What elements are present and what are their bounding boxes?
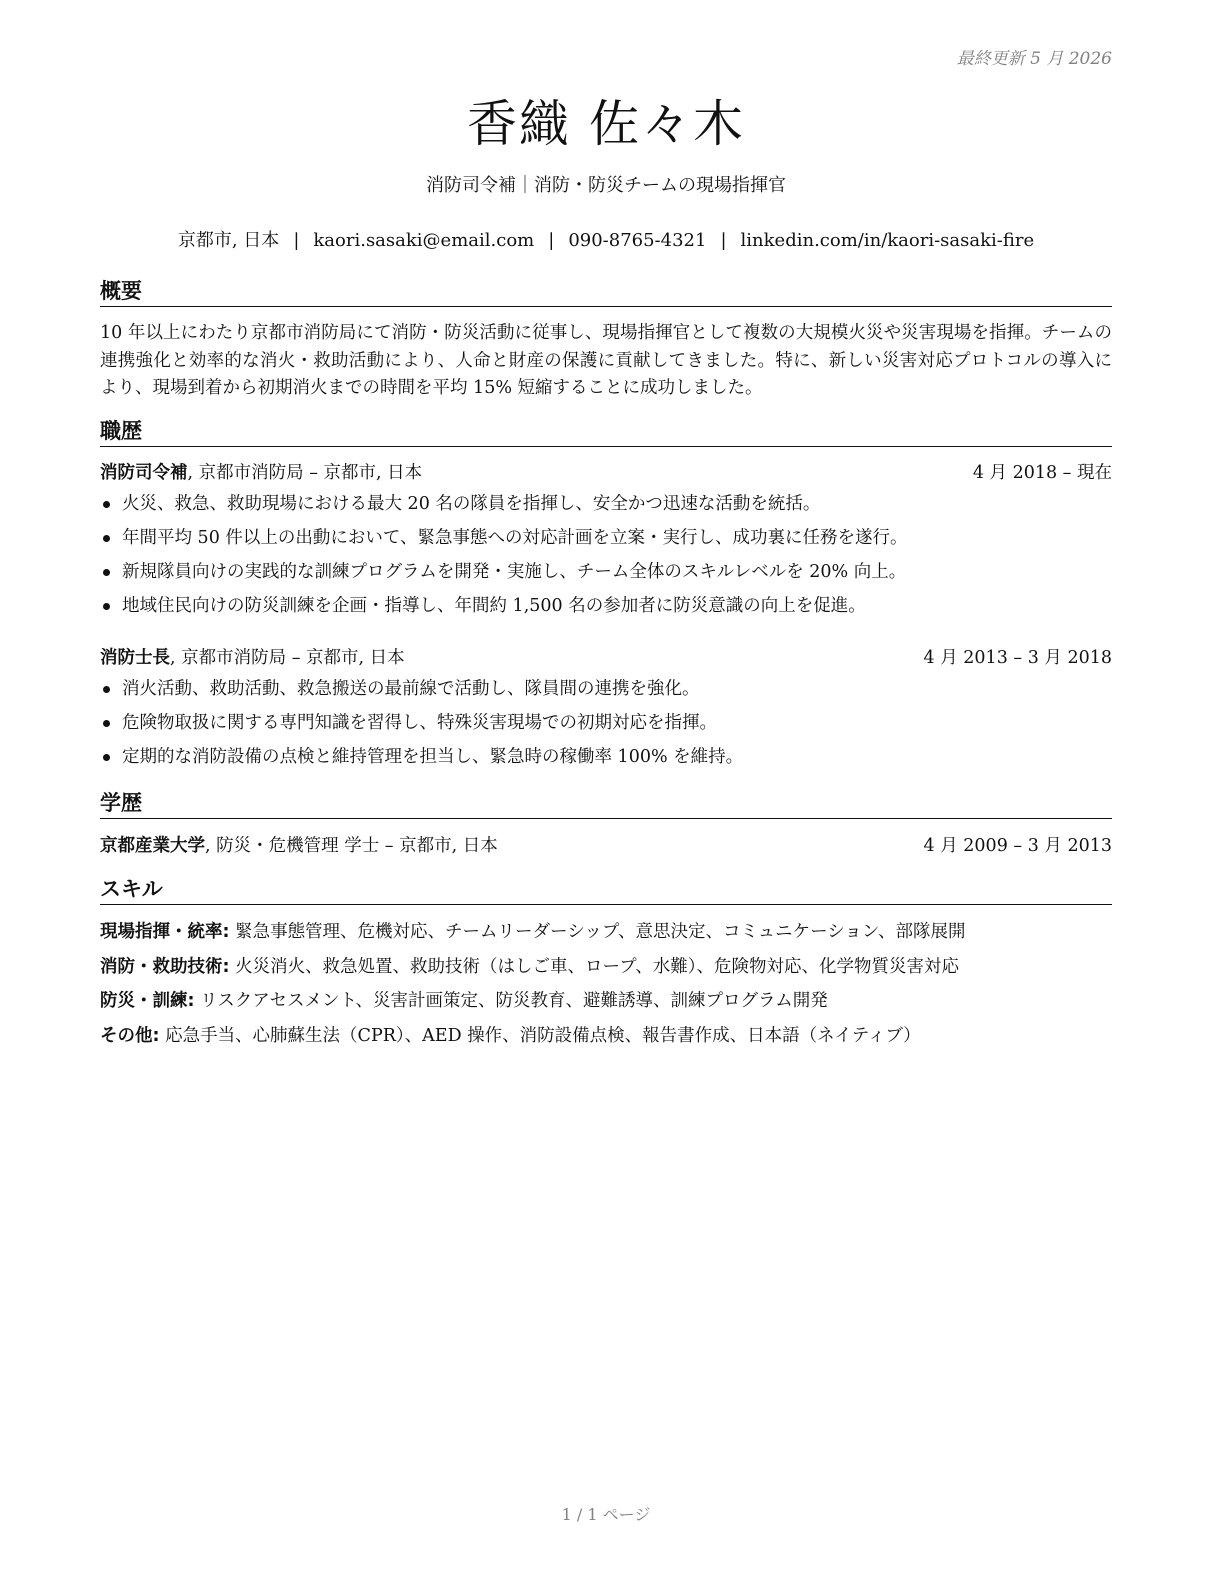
job-title: 消防士長 [100,648,170,668]
job-entry-header [100,646,1112,670]
list-item [100,526,1112,560]
list-item [100,745,1112,779]
list-item [100,560,1112,594]
education-entry [100,834,1112,858]
page-number: 1 / 1 ページ [561,1505,651,1524]
bullet-text: 消火活動、救助活動、救急搬送の最前線で活動し、隊員間の連携を強化。 [122,679,700,699]
job-title: 消防司令補 [100,463,188,483]
job-organization: , 京都市消防局 – 京都市, 日本 [187,463,423,483]
skill-line [100,989,1112,1013]
bullet-text: 危険物取扱に関する専門知識を習得し、特殊災害現場での初期対応を指揮。 [122,713,717,733]
section-heading-skills: スキル [100,876,1112,905]
education-dates: 4 月 2009 – 3 月 2013 [923,836,1112,856]
job-entry-header [100,461,1112,485]
section-heading-education: 学歴 [100,790,1112,819]
bullet-text: 新規隊員向けの実践的な訓練プログラムを開発・実施し、チーム全体のスキルレベルを 20% 向上。 [122,562,907,582]
bullet-icon [103,720,110,727]
skill-label: 現場指揮・統率: [100,922,230,942]
candidate-name: 香織 佐々木 [467,95,745,153]
contact-separator: | [720,230,727,251]
list-item [100,492,1112,526]
skill-label: その他: [100,1026,160,1046]
skill-text: 応急手当、心肺蘇生法（CPR）、AED 操作、消防設備点検、報告書作成、日本語（ネイティブ） [159,1026,921,1046]
bullet-text: 年間平均 50 件以上の出動において、緊急事態への対応計画を立案・実行し、成功裏に任務を遂行。 [122,528,908,548]
job-organization: , 京都市消防局 – 京都市, 日本 [170,648,405,668]
bullet-icon [103,686,110,693]
skill-line [100,1024,1112,1048]
contact-line [100,226,1112,252]
resume-page [100,0,1112,1584]
job-dates: 4 月 2018 – 現在 [972,463,1112,483]
bullet-icon [103,569,110,576]
candidate-title: 消防司令補｜消防・防災チームの現場指揮官 [426,175,786,196]
skill-line [100,955,1112,979]
school-name: 京都産業大学 [100,836,205,856]
last-updated: 最終更新 5 月 2026 [956,49,1112,69]
section-heading-experience: 職歴 [100,418,1112,447]
contact-separator: | [293,230,300,251]
list-item [100,594,1112,628]
bullet-icon [103,754,110,761]
summary-text: 10 年以上にわたり京都市消防局にて消防・防災活動に従事し、現場指揮官として複数の大規模火災や災害現場を指揮。チームの連携強化と効率的な消火・救助活動により、人命と財産の保護に貢献してきました。特に、新しい災害対応プロトコルの導入により、現場到着から初期消火までの時間を平均 15% 短縮することに成功しました。 [100,323,1112,398]
skill-text: リスクアセスメント、災害計画策定、防災教育、避難誘導、訓練プログラム開発 [194,991,828,1011]
bullet-text: 定期的な消防設備の点検と維持管理を担当し、緊急時の稼働率 100% を維持。 [122,747,744,767]
education-detail: , 防災・危機管理 学士 – 京都市, 日本 [205,836,498,856]
job-bullets [100,677,1112,779]
skill-label: 消防・救助技術: [100,957,230,977]
contact-phone[interactable]: 090-8765-4321 [568,230,707,251]
skill-text: 火災消火、救急処置、救助技術（はしご車、ロープ、水難）、危険物対応、化学物質災害対応 [229,957,960,977]
skill-line [100,920,1112,944]
contact-separator: | [548,230,555,251]
list-item [100,711,1112,745]
skill-text: 緊急事態管理、危機対応、チームリーダーシップ、意思決定、コミュニケーション、部隊展開 [229,922,966,942]
job-dates: 4 月 2013 – 3 月 2018 [923,648,1112,668]
section-heading-summary: 概要 [100,278,1112,307]
bullet-icon [103,535,110,542]
skill-label: 防災・訓練: [100,991,195,1011]
bullet-text: 地域住民向けの防災訓練を企画・指導し、年間約 1,500 名の参加者に防災意識の向上を促進。 [122,596,866,616]
contact-email[interactable]: kaori.sasaki@email.com [313,230,535,251]
contact-location: 京都市, 日本 [177,230,280,251]
bullet-icon [103,603,110,610]
contact-linkedin[interactable]: linkedin.com/in/kaori-sasaki-fire [740,230,1035,251]
list-item [100,677,1112,711]
bullet-text: 火災、救急、救助現場における最大 20 名の隊員を指揮し、安全かつ迅速な活動を統括。 [122,494,821,514]
bullet-icon [103,501,110,508]
job-bullets [100,492,1112,628]
